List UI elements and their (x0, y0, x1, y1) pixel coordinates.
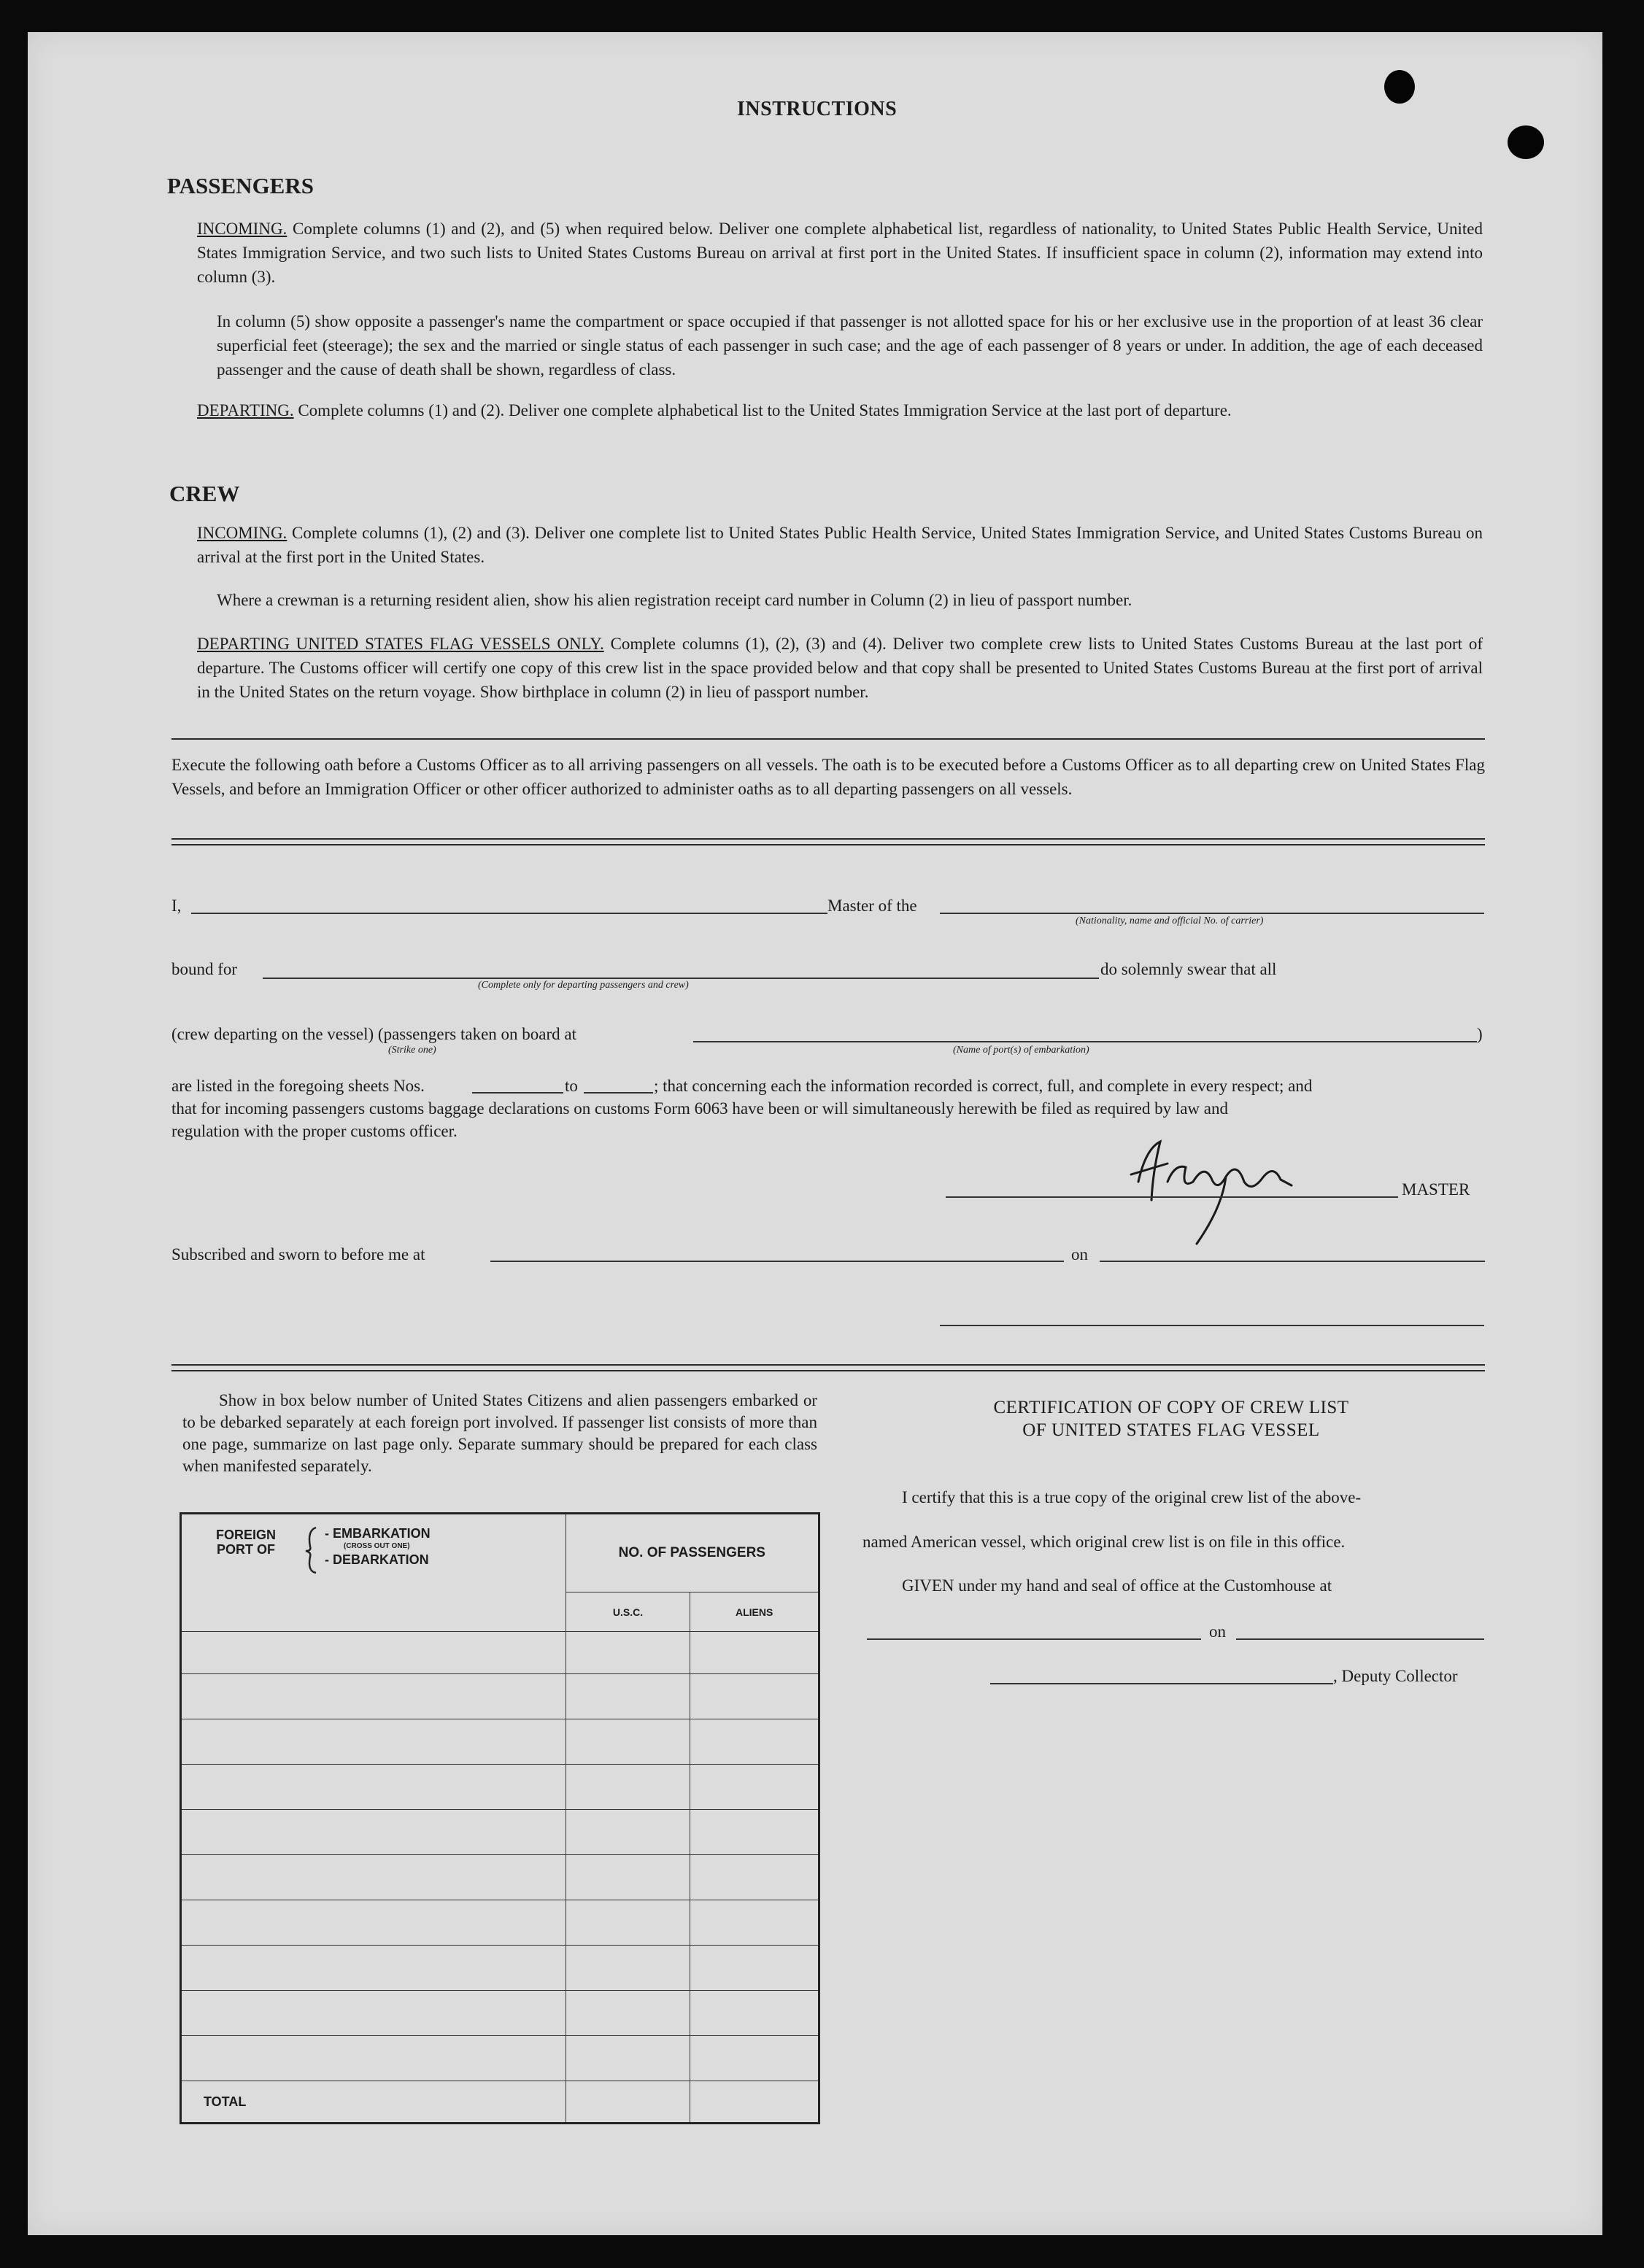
bound-caption: (Complete only for departing passengers and crew) (478, 980, 689, 991)
passengers-incoming-label: INCOMING. (197, 220, 287, 238)
port-header-cell (181, 1514, 566, 1632)
table-row (181, 1855, 819, 1900)
port-cell[interactable] (181, 1674, 566, 1719)
section-divider (171, 738, 1485, 740)
passengers-column5-paragraph: In column (5) show opposite a passenger's name the compartment or space occupied if that passenger is not allotted space for his or her exclusive use in the proportion of at least 36 clear superficial feet (steerage); the sex and the married or single status of each passenger in such case; and the age of each passenger of 8 years or under. In addition, the age of each deceased passenger and the cause of death shall be shown, regardless of class. (217, 312, 1483, 379)
usc-cell[interactable] (566, 1719, 690, 1765)
certify-line-3: GIVEN under my hand and seal of office at the Customhouse at (902, 1576, 1332, 1595)
aliens-cell[interactable] (690, 1946, 819, 1991)
usc-cell[interactable] (566, 1946, 690, 1991)
total-row (181, 2081, 819, 2124)
table-row (181, 1991, 819, 2036)
table-row (181, 1946, 819, 1991)
table-row (181, 1719, 819, 1765)
strike-caption: (Strike one) (388, 1045, 436, 1056)
passengers-departing-label: DEPARTING. (197, 401, 294, 419)
crew-incoming-paragraph (197, 521, 1483, 569)
master-signature-line[interactable] (946, 1196, 1398, 1198)
usc-cell[interactable] (566, 1632, 690, 1674)
officer-signature-line[interactable] (940, 1325, 1484, 1326)
deputy-collector-line[interactable] (990, 1683, 1333, 1684)
summary-divider-top (171, 1364, 1485, 1366)
crew-departing-label: DEPARTING UNITED STATES FLAG VESSELS ONLY. (197, 635, 604, 653)
certification-title-line-2: OF UNITED STATES FLAG VESSEL (1022, 1420, 1320, 1440)
oath-intro: Execute the following oath before a Customs Officer as to all arriving passengers on all vessels. The oath is to be executed before a Customs Officer as to all departing crew on United States Flag Vessels, and before an Immigration Officer or other officer authorized to administer oaths as to all departing passengers on all vessels. (171, 756, 1485, 798)
debarkation-header: - DEBARKATION (325, 1552, 429, 1567)
crew-departing-paragraph (197, 632, 1483, 704)
summary-divider-bottom (171, 1370, 1485, 1371)
brace-icon (303, 1525, 320, 1576)
ink-blot (1508, 125, 1544, 159)
swear-text: do solemnly swear that all (1100, 960, 1277, 978)
oath-divider-top (171, 838, 1485, 840)
usc-cell[interactable] (566, 1674, 690, 1719)
certification-title-line-1: CERTIFICATION OF COPY OF CREW LIST (993, 1398, 1349, 1417)
subscribed-place-line[interactable] (490, 1261, 1064, 1262)
port-cell[interactable] (181, 1900, 566, 1946)
usc-cell[interactable] (566, 2036, 690, 2081)
aliens-cell[interactable] (690, 1900, 819, 1946)
listed-to-label: to (565, 1077, 578, 1095)
carrier-caption: (Nationality, name and official No. of carrier) (1076, 916, 1264, 926)
aliens-cell[interactable] (690, 1991, 819, 2036)
deputy-collector-label: , Deputy Collector (1333, 1667, 1458, 1685)
ports-caption: (Name of port(s) of embarkation) (953, 1045, 1089, 1056)
table-row (181, 1810, 819, 1855)
crew-incoming-label: INCOMING. (197, 524, 287, 542)
close-paren: ) (1477, 1025, 1483, 1043)
master-signature (1116, 1120, 1321, 1247)
passengers-departing-paragraph (197, 398, 1483, 422)
certify-line-1: I certify that this is a true copy of the original crew list of the above- (902, 1488, 1362, 1506)
port-cell[interactable] (181, 1946, 566, 1991)
usc-header: U.S.C. (566, 1592, 690, 1632)
embarkation-port-line[interactable] (693, 1041, 1477, 1042)
cross-out-note: (CROSS OUT ONE) (344, 1542, 410, 1550)
usc-cell[interactable] (566, 1991, 690, 2036)
bound-for-label: bound for (171, 960, 238, 978)
embarkation-header: - EMBARKATION (325, 1526, 431, 1541)
ink-blot (1384, 70, 1415, 104)
aliens-cell[interactable] (690, 1632, 819, 1674)
port-cell[interactable] (181, 1632, 566, 1674)
page-title: INSTRUCTIONS (737, 98, 898, 120)
total-label: TOTAL (181, 2081, 566, 2124)
port-cell[interactable] (181, 2036, 566, 2081)
certify-date-line[interactable] (1236, 1638, 1484, 1640)
usc-cell[interactable] (566, 1810, 690, 1855)
usc-cell[interactable] (566, 1900, 690, 1946)
listed-text-2: ; that concerning each the information recorded is correct, full, and complete in every respect; and (654, 1077, 1313, 1095)
sheet-from-line[interactable] (472, 1092, 563, 1094)
crew-passengers-text: (crew departing on the vessel) (passengers taken on board at (171, 1025, 576, 1043)
passengers-count-header: NO. OF PASSENGERS (566, 1514, 819, 1592)
customhouse-line[interactable] (867, 1638, 1201, 1640)
table-row (181, 1632, 819, 1674)
foreign-port-header: FOREIGN PORT OF (215, 1528, 276, 1557)
subscribed-date-line[interactable] (1100, 1261, 1485, 1262)
table-row (181, 2036, 819, 2081)
total-aliens-cell[interactable] (690, 2081, 819, 2124)
crew-resident-paragraph: Where a crewman is a returning resident alien, show his alien registration receipt card number in Column (2) in lieu of passport number. (217, 591, 1132, 609)
passengers-incoming-paragraph (197, 217, 1483, 289)
port-cell[interactable] (181, 1991, 566, 2036)
oath-i-label: I, (171, 897, 182, 915)
certify-on-label: on (1209, 1622, 1226, 1641)
aliens-cell[interactable] (690, 1855, 819, 1900)
master-label: MASTER (1402, 1180, 1470, 1199)
aliens-cell[interactable] (690, 1719, 819, 1765)
crew-heading: CREW (169, 481, 240, 506)
master-name-line[interactable] (191, 913, 827, 914)
oath-divider-bottom (171, 844, 1485, 845)
table-row (181, 1900, 819, 1946)
carrier-line[interactable] (940, 913, 1484, 914)
subscribed-label: Subscribed and sworn to before me at (171, 1245, 425, 1263)
listed-text-3: that for incoming passengers customs baggage declarations on customs Form 6063 have been or will simultaneously herewith be filed as required by law and (171, 1099, 1229, 1118)
total-usc-cell[interactable] (566, 2081, 690, 2124)
usc-cell[interactable] (566, 1855, 690, 1900)
port-cell[interactable] (181, 1719, 566, 1765)
sheet-to-line[interactable] (584, 1092, 653, 1094)
subscribed-on-label: on (1071, 1245, 1088, 1263)
passengers-departing-text: Complete columns (1) and (2). Deliver one complete alphabetical list to the United States Immigration Service at the last port of departure. (298, 401, 1232, 419)
table-row (181, 1765, 819, 1810)
table-row (181, 1674, 819, 1719)
certification-title (861, 1396, 1481, 1441)
port-cell[interactable] (181, 1810, 566, 1855)
passengers-heading: PASSENGERS (167, 173, 314, 198)
usc-cell[interactable] (566, 1765, 690, 1810)
aliens-cell[interactable] (690, 1765, 819, 1810)
aliens-cell[interactable] (690, 2036, 819, 2081)
certify-line-2: named American vessel, which original crew list is on file in this office. (862, 1533, 1346, 1551)
crew-incoming-text: Complete columns (1), (2) and (3). Deliver one complete list to United States Public Health Service, United States Immigration Service, and United States Customs Bureau on arrival at the first port in the United States. (197, 524, 1483, 566)
aliens-cell[interactable] (690, 1674, 819, 1719)
listed-text-4: regulation with the proper customs officer. (171, 1122, 458, 1140)
destination-line[interactable] (263, 978, 1099, 979)
listed-text-1: are listed in the foregoing sheets Nos. (171, 1077, 425, 1095)
aliens-cell[interactable] (690, 1810, 819, 1855)
summary-instructions: Show in box below number of United States Citizens and alien passengers embarked or to be debarked separately at each foreign port involved. If passenger list consists of more than one page, summarize on last page only. Separate summary should be prepared for each class when manifested separately. (182, 1391, 817, 1475)
port-cell[interactable] (181, 1855, 566, 1900)
port-cell[interactable] (181, 1765, 566, 1810)
crew-departing-text: Complete columns (1), (2), (3) and (4). Deliver two complete crew lists to United States Customs Bureau at the last port of departure. The Customs officer will certify one copy of this crew list in the space provided below and that copy shall be presented to United States Customs Bureau at the first port of arrival in the United States on the return voyage. Show birthplace in column (2) in lieu of passport number. (197, 635, 1483, 701)
passenger-summary-table (180, 1512, 820, 2124)
aliens-header: ALIENS (690, 1592, 819, 1632)
passengers-incoming-text: Complete columns (1) and (2), and (5) when required below. Deliver one complete alphabetical list, regardless of nationality, to United States Public Health Service, United States Immigration Service, and two such lists to United States Customs Bureau on arrival at first port in the United States. If insufficient space in column (2), information may extend into column (3). (197, 220, 1483, 286)
master-of-label: Master of the (827, 897, 917, 915)
